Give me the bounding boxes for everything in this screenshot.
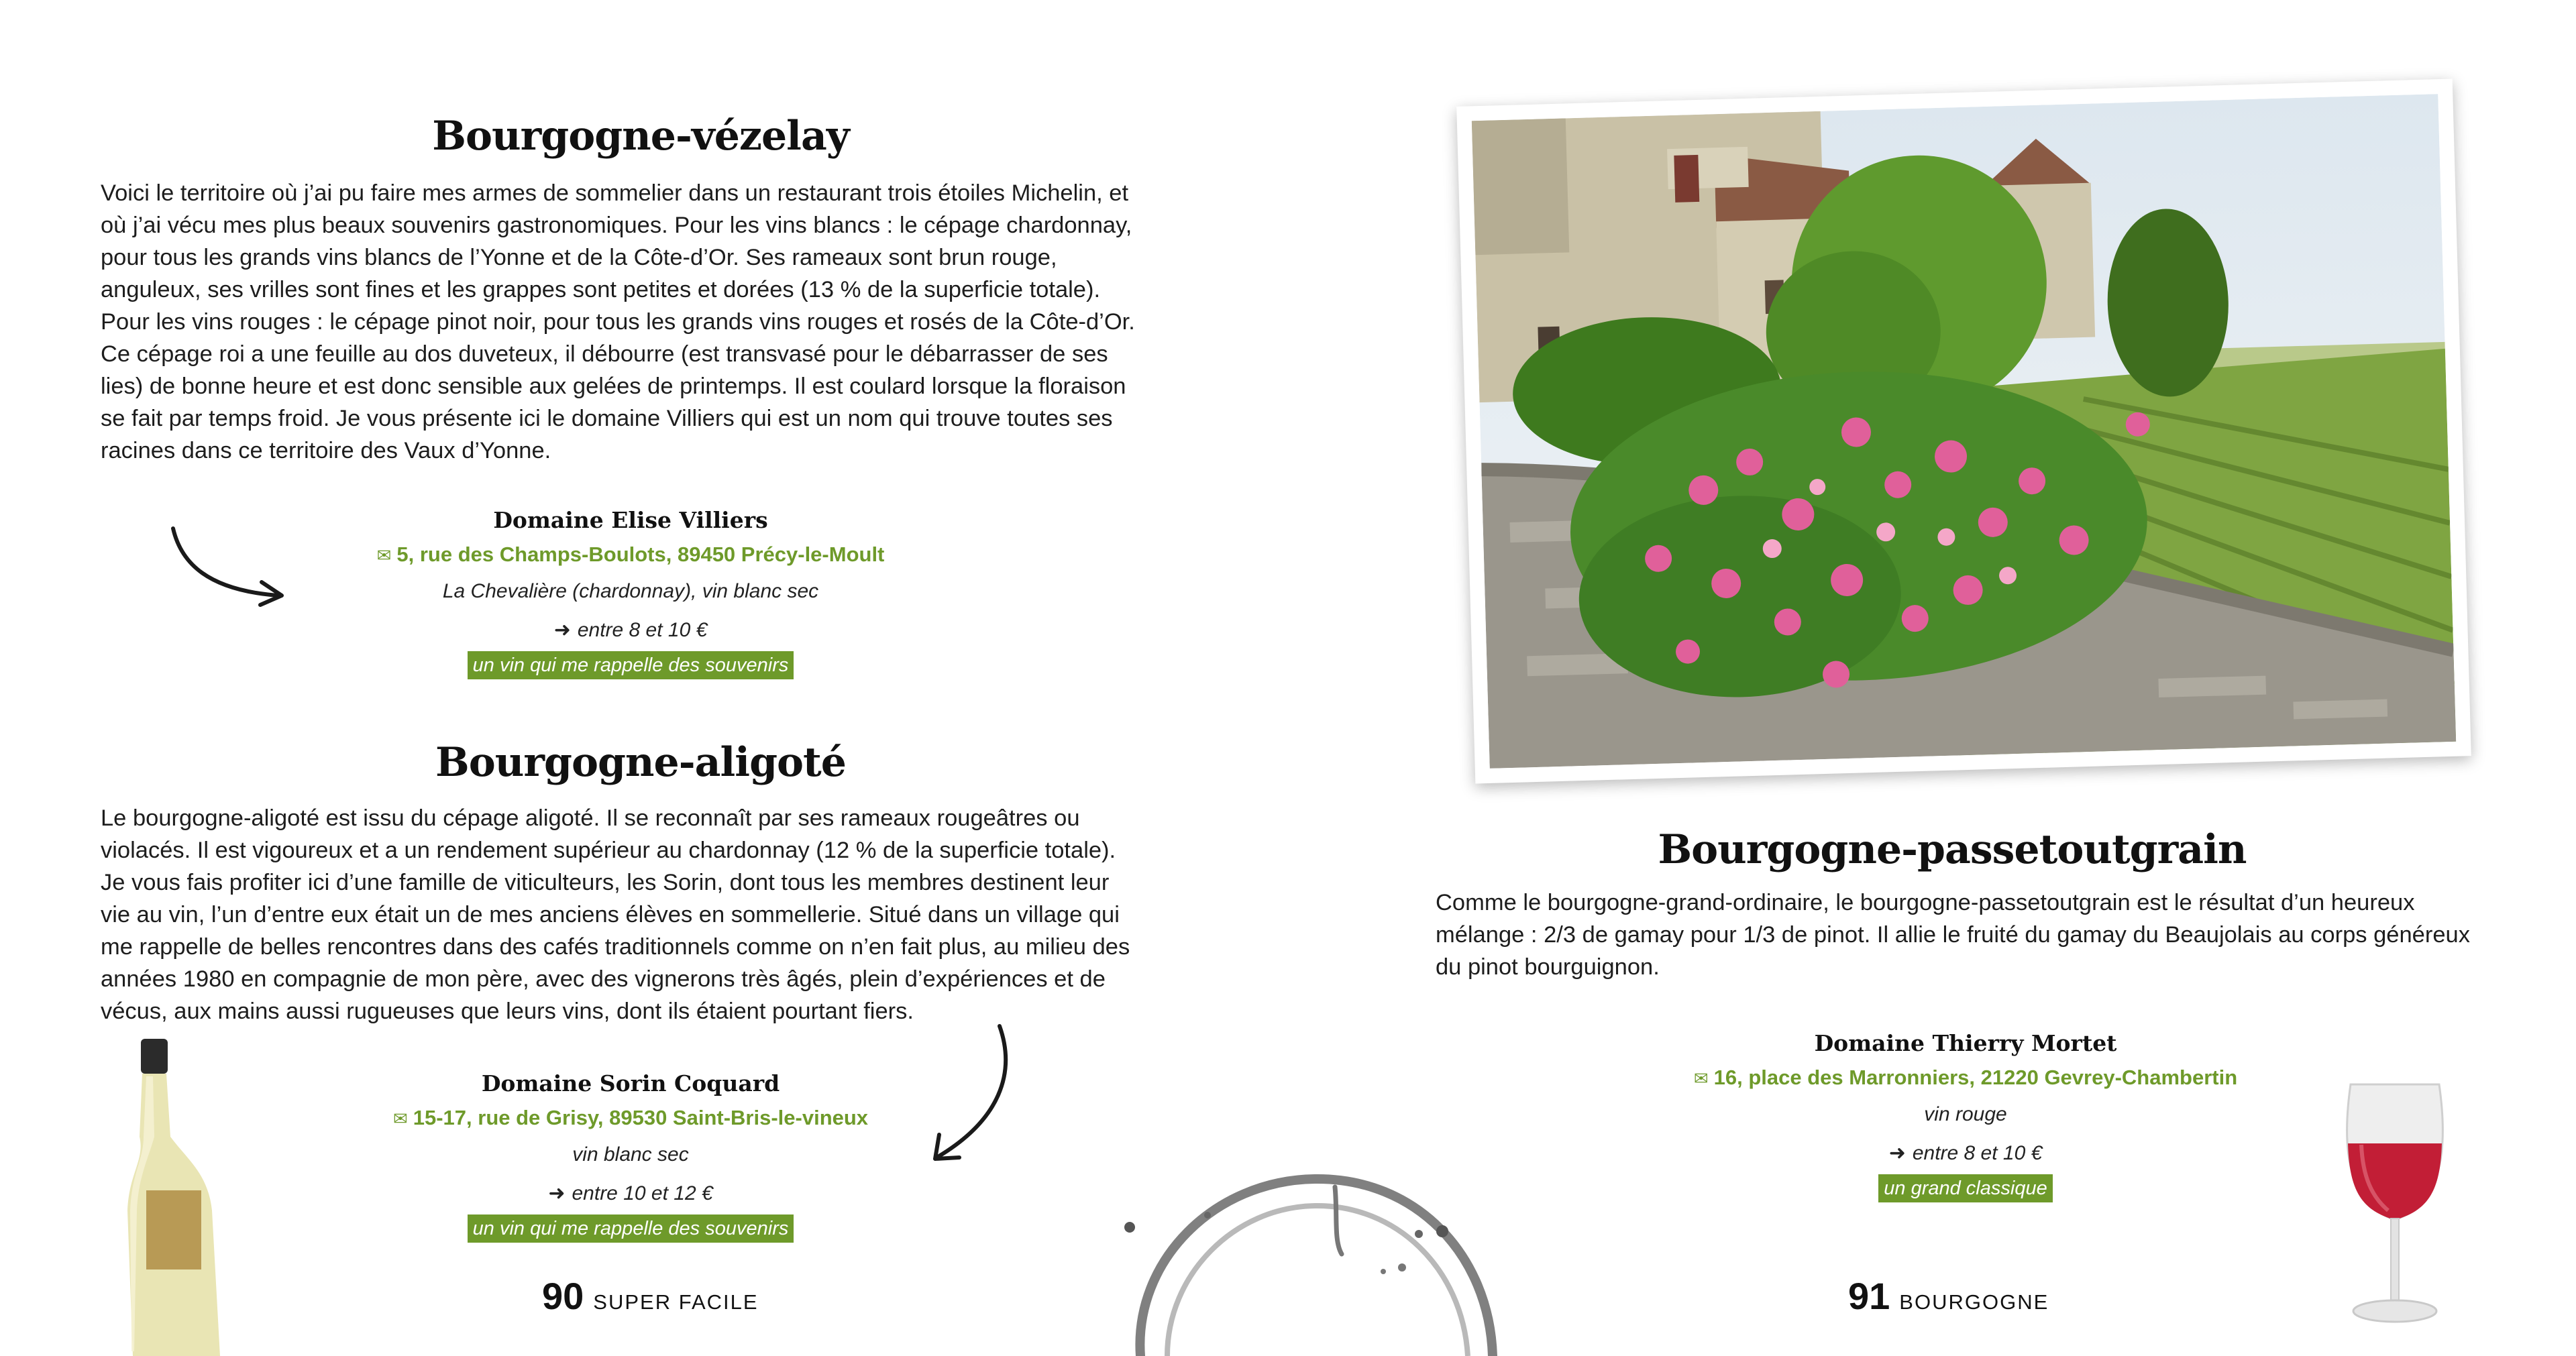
wine-price: ➜ entre 8 et 10 € — [553, 619, 708, 641]
text-line: racines dans ce territoire des Vaux d’Yonne. — [101, 438, 551, 463]
recommendation-tag: un vin qui me rappelle des souvenirs — [468, 651, 794, 679]
wine-price: ➜ entre 8 et 10 € — [1888, 1142, 2043, 1164]
domain-card-villiers — [309, 504, 953, 679]
arrow-right-icon: ➜ — [548, 1182, 566, 1204]
vineyard-photo-image — [1472, 94, 2456, 769]
text-line: mélange : 2/3 de gamay pour 1/3 de pinot. Il allie le fruité du gamay du Beaujolais au corps généreux — [1436, 922, 2470, 948]
page-section-label: BOURGOGNE — [1899, 1290, 2049, 1314]
page-section-label: SUPER FACILE — [593, 1290, 759, 1314]
section-text-aligote — [101, 802, 1181, 1027]
text-line: Ce cépage roi a une feuille au dos duveteux, il débourre (est transvasé pour le débarrasser de ses — [101, 341, 1108, 367]
page-number: 91 — [1848, 1275, 1890, 1317]
envelope-icon: ✉ — [392, 1109, 408, 1129]
wine-description: vin rouge — [1924, 1103, 2007, 1125]
recommendation-tag: un vin qui me rappelle des souvenirs — [468, 1214, 794, 1243]
text-line: se fait par temps froid. Je vous présente ici le domaine Villiers qui est un nom qui trouve toutes ses — [101, 406, 1113, 431]
domain-address: ✉ 15-17, rue de Grisy, 89530 Saint-Bris-le-vineux — [309, 1100, 953, 1137]
section-title-bourgogne-passetoutgrain: Bourgogne-passetoutgrain — [1658, 826, 2247, 873]
arrow-right-icon: ➜ — [1888, 1142, 1906, 1164]
domain-name: Domaine Thierry Mortet — [1814, 1030, 2117, 1056]
text-line: violacés. Il est vigoureux et a un rendement supérieur au chardonnay (12 % de la superficie totale). — [101, 838, 1116, 863]
domain-card-sorin — [309, 1068, 953, 1243]
wine-description: La Chevalière (chardonnay), vin blanc sec — [442, 580, 819, 602]
section-title-bourgogne-vezelay: Bourgogne-vézelay — [432, 113, 849, 160]
wine-glass-icon — [2334, 1076, 2455, 1331]
domain-name: Domaine Sorin Coquard — [481, 1070, 780, 1096]
section-text-vezelay — [101, 177, 1181, 467]
wine-bottle-icon — [114, 1036, 235, 1356]
text-line: me rappelle de belles rencontres dans des cafés traditionnels comme on n’en fait plus, au milieu des — [101, 934, 1130, 960]
text-line: Comme le bourgogne-grand-ordinaire, le bourgogne-passetoutgrain est le résultat d’un heureux — [1436, 890, 2415, 915]
text-line: vie au vin, l’un d’entre eux était un de mes anciens élèves en sommellerie. Situé dans un village qui — [101, 902, 1120, 927]
arrow-right-icon: ➜ — [553, 619, 571, 641]
recommendation-tag: un grand classique — [1878, 1174, 2052, 1202]
page-folio-left — [542, 1274, 759, 1318]
text-line: du pinot bourguignon. — [1436, 954, 1660, 980]
text-line: lies) de bonne heure et est donc sensible aux gelées de printemps. Il est coulard lorsque la floraison — [101, 374, 1126, 399]
wine-description: vin blanc sec — [572, 1143, 689, 1166]
text-line: Le bourgogne-aligoté est issu du cépage aligoté. Il se reconnaît par ses rameaux rougeâtres ou — [101, 805, 1080, 831]
curved-arrow-icon — [161, 516, 295, 617]
section-title-bourgogne-aligote: Bourgogne-aligoté — [435, 739, 846, 786]
text-line: Voici le territoire où j’ai pu faire mes armes de sommelier dans un restaurant trois étoiles Michelin, et — [101, 180, 1129, 206]
text-line: où j’ai vécu mes plus beaux souvenirs gastronomiques. Pour les vins blancs : le cépage chardonnay, — [101, 213, 1132, 238]
domain-address: ✉ 5, rue des Champs-Boulots, 89450 Précy-le-Moult — [309, 536, 953, 573]
text-line: vécus, aux mains aussi rugueuses que leurs vins, dont ils étaient pourtant fiers. — [101, 999, 914, 1024]
page-number: 90 — [542, 1275, 584, 1317]
domain-address: ✉ 16, place des Marronniers, 21220 Gevrey-Chambertin — [1644, 1060, 2288, 1096]
text-line: pour tous les grands vins blancs de l’Yonne et de la Côte-d’Or. Ses rameaux sont brun rouge, — [101, 245, 1057, 270]
text-line: Je vous fais profiter ici d’une famille de viticulteurs, les Sorin, dont tous les membres destinent leur — [101, 870, 1110, 895]
section-text-passetoutgrain — [1436, 887, 2499, 983]
wine-stain-icon — [1114, 1140, 1516, 1356]
wine-price: ➜ entre 10 et 12 € — [548, 1182, 713, 1204]
vineyard-photo — [1456, 78, 2471, 783]
envelope-icon: ✉ — [376, 545, 392, 565]
envelope-icon: ✉ — [1693, 1068, 1709, 1088]
domain-name: Domaine Elise Villiers — [493, 507, 768, 533]
page-folio-right — [1848, 1274, 2049, 1318]
text-line: années 1980 en compagnie de mon père, avec des vignerons très âgés, plein d’expériences et de — [101, 966, 1106, 992]
text-line: anguleux, ses vrilles sont fines et les grappes sont petites et dorées (13 % de la superficie totale). — [101, 277, 1101, 302]
domain-card-mortet — [1644, 1027, 2288, 1202]
text-line: Pour les vins rouges : le cépage pinot noir, pour tous les grands vins rouges et rosés de la Côte-d’Or. — [101, 309, 1135, 335]
